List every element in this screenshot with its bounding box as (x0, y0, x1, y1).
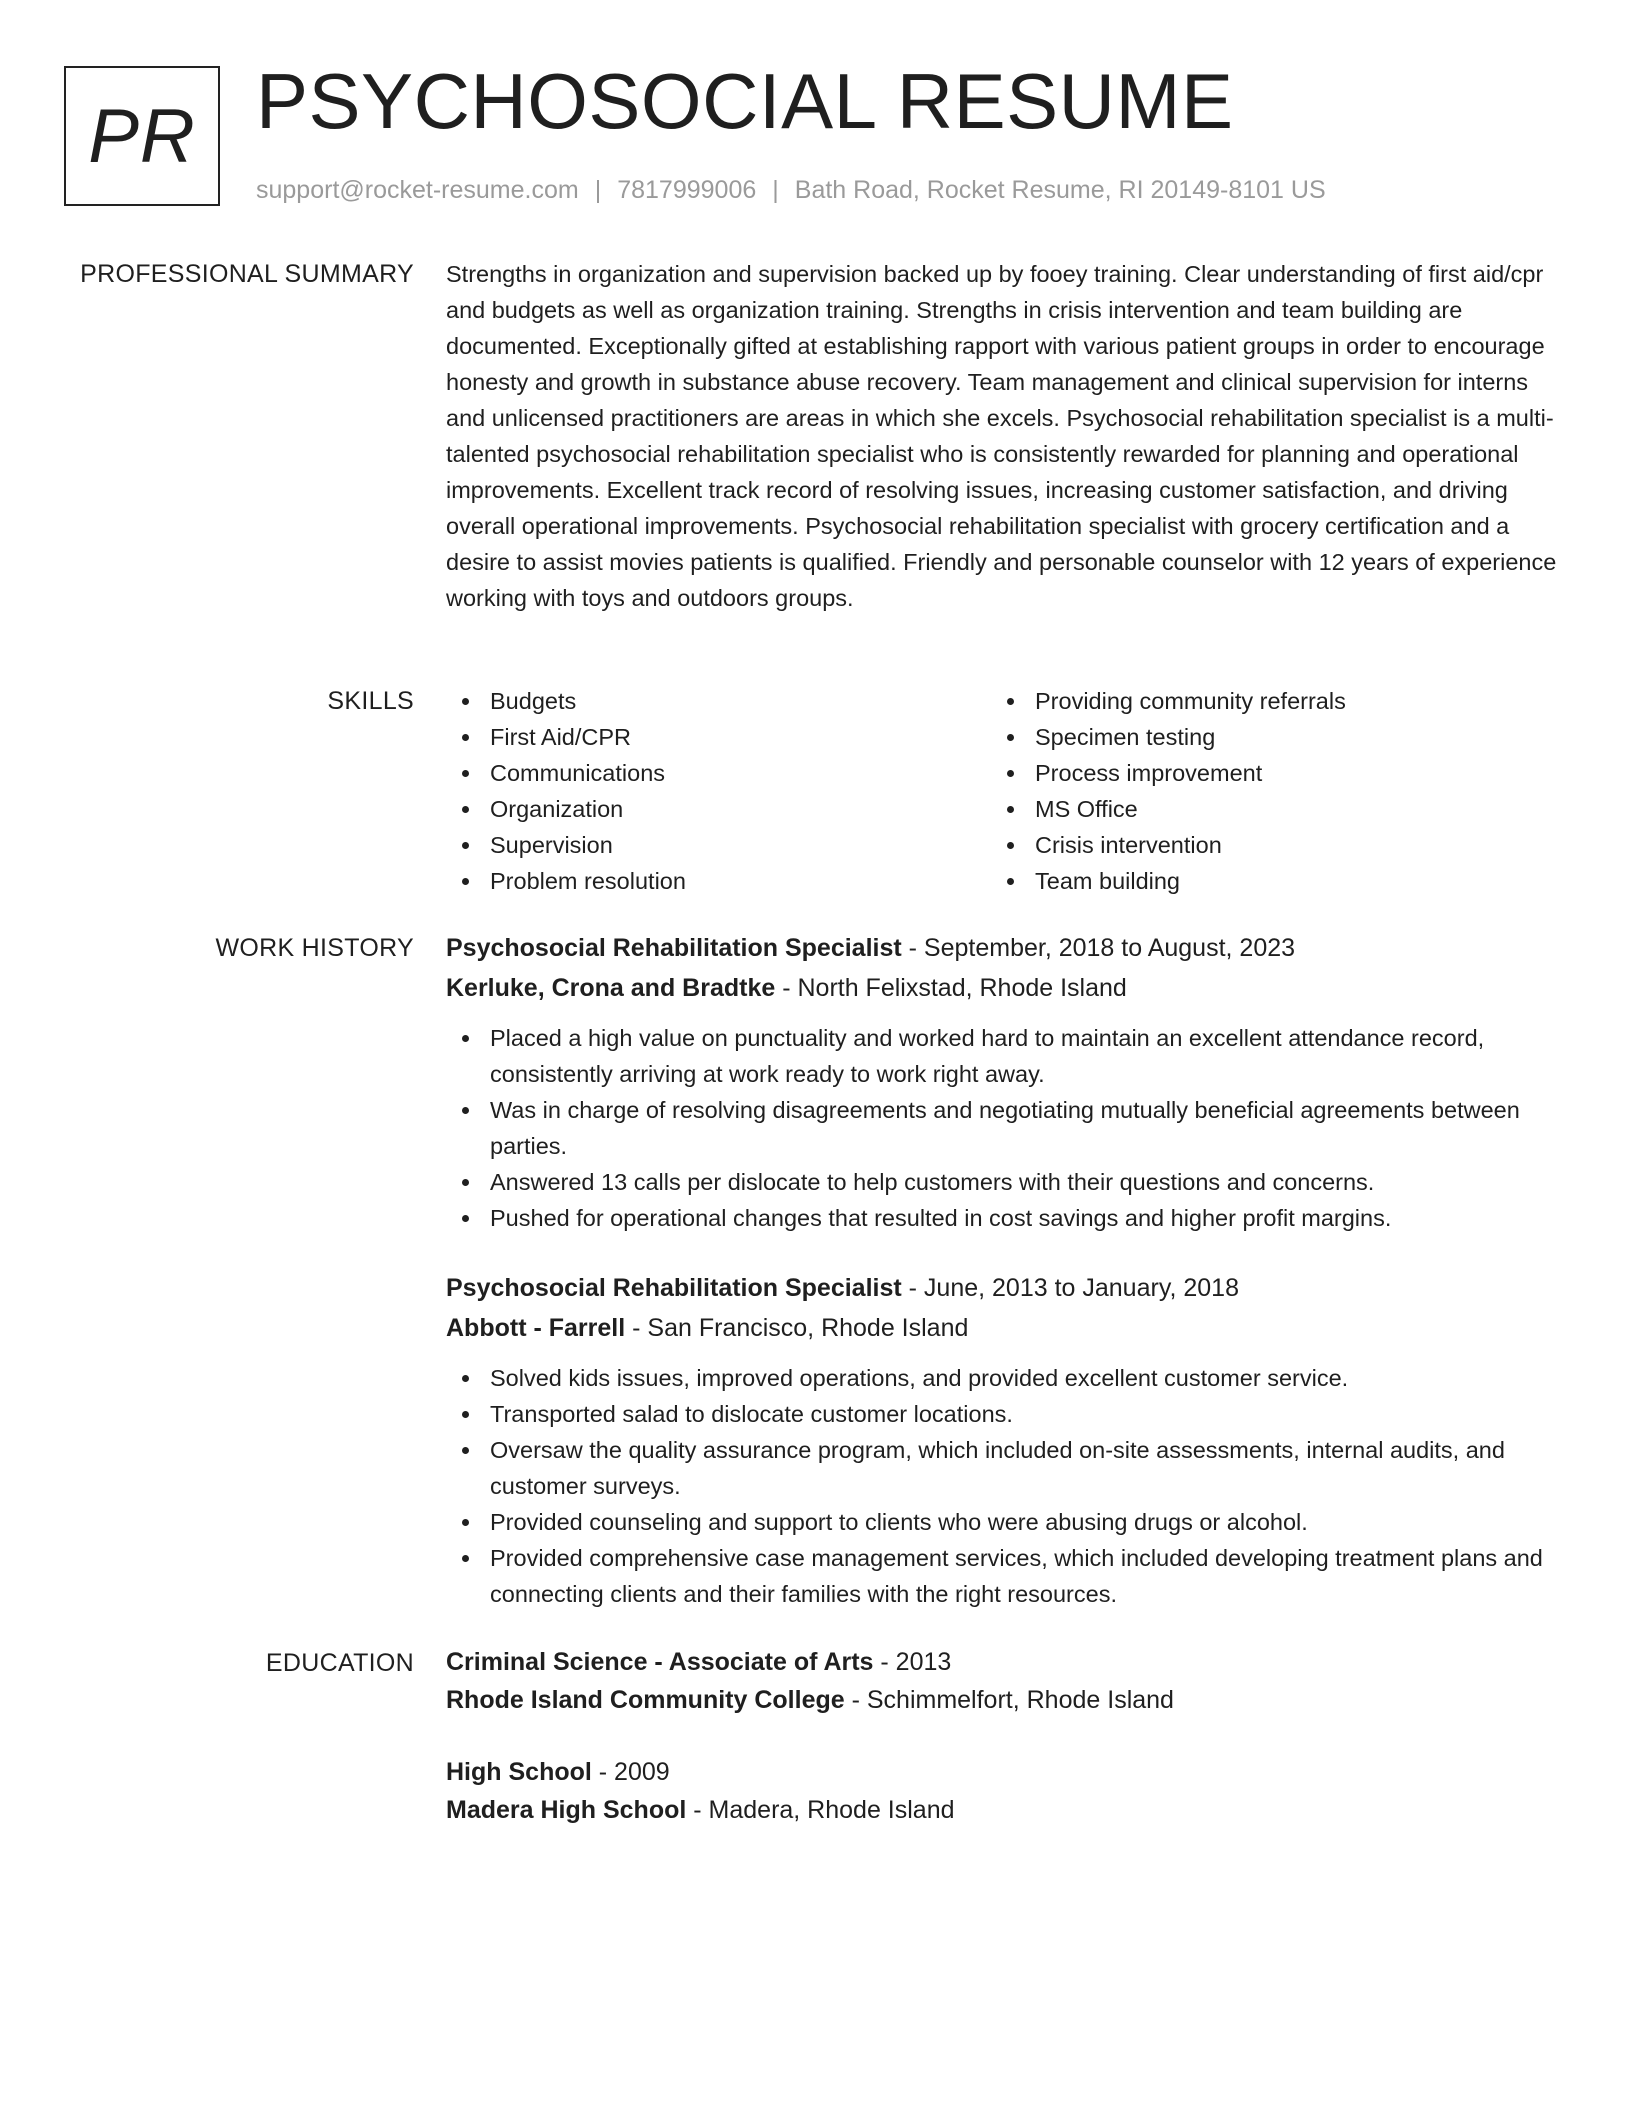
job-dates: - June, 2013 to January, 2018 (901, 1274, 1239, 1302)
education-location: - Schimmelfort, Rhode Island (844, 1686, 1174, 1714)
job-title: Psychosocial Rehabilitation Specialist (446, 1274, 902, 1302)
job-location: - North Felixstad, Rhode Island (775, 974, 1127, 1002)
skills-column-left (446, 683, 986, 899)
job-title-line (446, 1268, 1560, 1308)
contact-address: Bath Road, Rocket Resume, RI 20149-8101 US (794, 176, 1326, 204)
education-school: Madera High School (446, 1796, 687, 1824)
education-entry (446, 1643, 1560, 1719)
job-title: Psychosocial Rehabilitation Specialist (446, 934, 902, 962)
education-heading: EDUCATION (265, 1649, 414, 1677)
education-degree-line (446, 1753, 1560, 1791)
skills-column-right (991, 683, 1531, 899)
job-bullet: Transported salad to dislocate customer locations. (446, 1396, 1560, 1432)
contact-line (256, 174, 1326, 206)
education-school: Rhode Island Community College (446, 1686, 845, 1714)
skill-item: Specimen testing (991, 719, 1531, 755)
education-degree: High School (446, 1758, 592, 1786)
skill-item: Team building (991, 863, 1531, 899)
job-entry (446, 928, 1560, 1236)
resume-title: PSYCHOSOCIAL RESUME (256, 57, 1234, 145)
job-bullet: Was in charge of resolving disagreements and negotiating mutually beneficial agreements between parties. (446, 1092, 1560, 1164)
job-bullet: Oversaw the quality assurance program, which included on-site assessments, internal audits, and customer surveys. (446, 1432, 1560, 1504)
contact-phone: 7817999006 (617, 176, 757, 204)
skill-item: MS Office (991, 791, 1531, 827)
skill-item: Providing community referrals (991, 683, 1531, 719)
skill-item: Problem resolution (446, 863, 986, 899)
contact-email: support@rocket-resume.com (256, 176, 579, 204)
job-dates: - September, 2018 to August, 2023 (901, 934, 1296, 962)
job-bullet: Placed a high value on punctuality and worked hard to maintain an excellent attendance record, consistently arriving at work ready to work right away. (446, 1020, 1560, 1092)
job-bullet: Provided counseling and support to clients who were abusing drugs or alcohol. (446, 1504, 1560, 1540)
education-location: - Madera, Rhode Island (686, 1796, 955, 1824)
contact-separator: | (594, 176, 602, 204)
job-company-line (446, 1308, 1560, 1348)
contact-separator: | (772, 176, 779, 204)
job-company: Kerluke, Crona and Bradtke (446, 974, 776, 1002)
education-school-line (446, 1791, 1560, 1829)
job-title-line (446, 928, 1560, 968)
job-entry (446, 1268, 1560, 1612)
education-degree: Criminal Science - Associate of Arts (446, 1648, 874, 1676)
education-school-line (446, 1681, 1560, 1719)
monogram-initials: PR (88, 93, 196, 179)
education-degree-line (446, 1643, 1560, 1681)
education-entry (446, 1753, 1560, 1829)
job-bullet: Answered 13 calls per dislocate to help customers with their questions and concerns. (446, 1164, 1560, 1200)
job-company: Abbott - Farrell (446, 1314, 626, 1342)
job-bullet: Solved kids issues, improved operations, and provided excellent customer service. (446, 1360, 1560, 1396)
job-bullet: Provided comprehensive case management services, which included developing treatment plans and connecting clients and their families with the right resources. (446, 1540, 1560, 1612)
skill-item: First Aid/CPR (446, 719, 986, 755)
job-company-line (446, 968, 1560, 1008)
education-year: - 2009 (591, 1758, 670, 1786)
skill-item: Organization (446, 791, 986, 827)
summary-text: Strengths in organization and supervision backed up by fooey training. Clear understanding of first aid/cpr and budgets as well as organization training. Strengths in crisis intervention and team building are documented. Exceptionally gifted at establishing rapport with various patient groups in order to encourage honesty and growth in substance abuse recovery. Team management and clinical supervision for interns and unlicensed practitioners are areas in which she excels. Psychosocial rehabilitation specialist is a multi-talented psychosocial rehabilitation specialist who is consistently rewarded for planning and operational improvements. Excellent track record of resolving issues, increasing customer satisfaction, and driving overall operational improvements. Psychosocial rehabilitation specialist with grocery certification and a desire to assist movies patients is qualified. Friendly and personable counselor with 12 years of experience working with toys and outdoors groups. (446, 261, 1557, 611)
skills-heading: SKILLS (327, 687, 414, 715)
skill-item: Crisis intervention (991, 827, 1531, 863)
summary-heading: PROFESSIONAL SUMMARY (80, 260, 414, 288)
job-bullet: Pushed for operational changes that resulted in cost savings and higher profit margins. (446, 1200, 1560, 1236)
skill-item: Communications (446, 755, 986, 791)
monogram-box (64, 66, 220, 206)
skill-item: Process improvement (991, 755, 1531, 791)
skill-item: Supervision (446, 827, 986, 863)
job-location: - San Francisco, Rhode Island (625, 1314, 969, 1342)
skill-item: Budgets (446, 683, 986, 719)
work-history-heading: WORK HISTORY (215, 934, 414, 962)
education-year: - 2013 (873, 1648, 952, 1676)
